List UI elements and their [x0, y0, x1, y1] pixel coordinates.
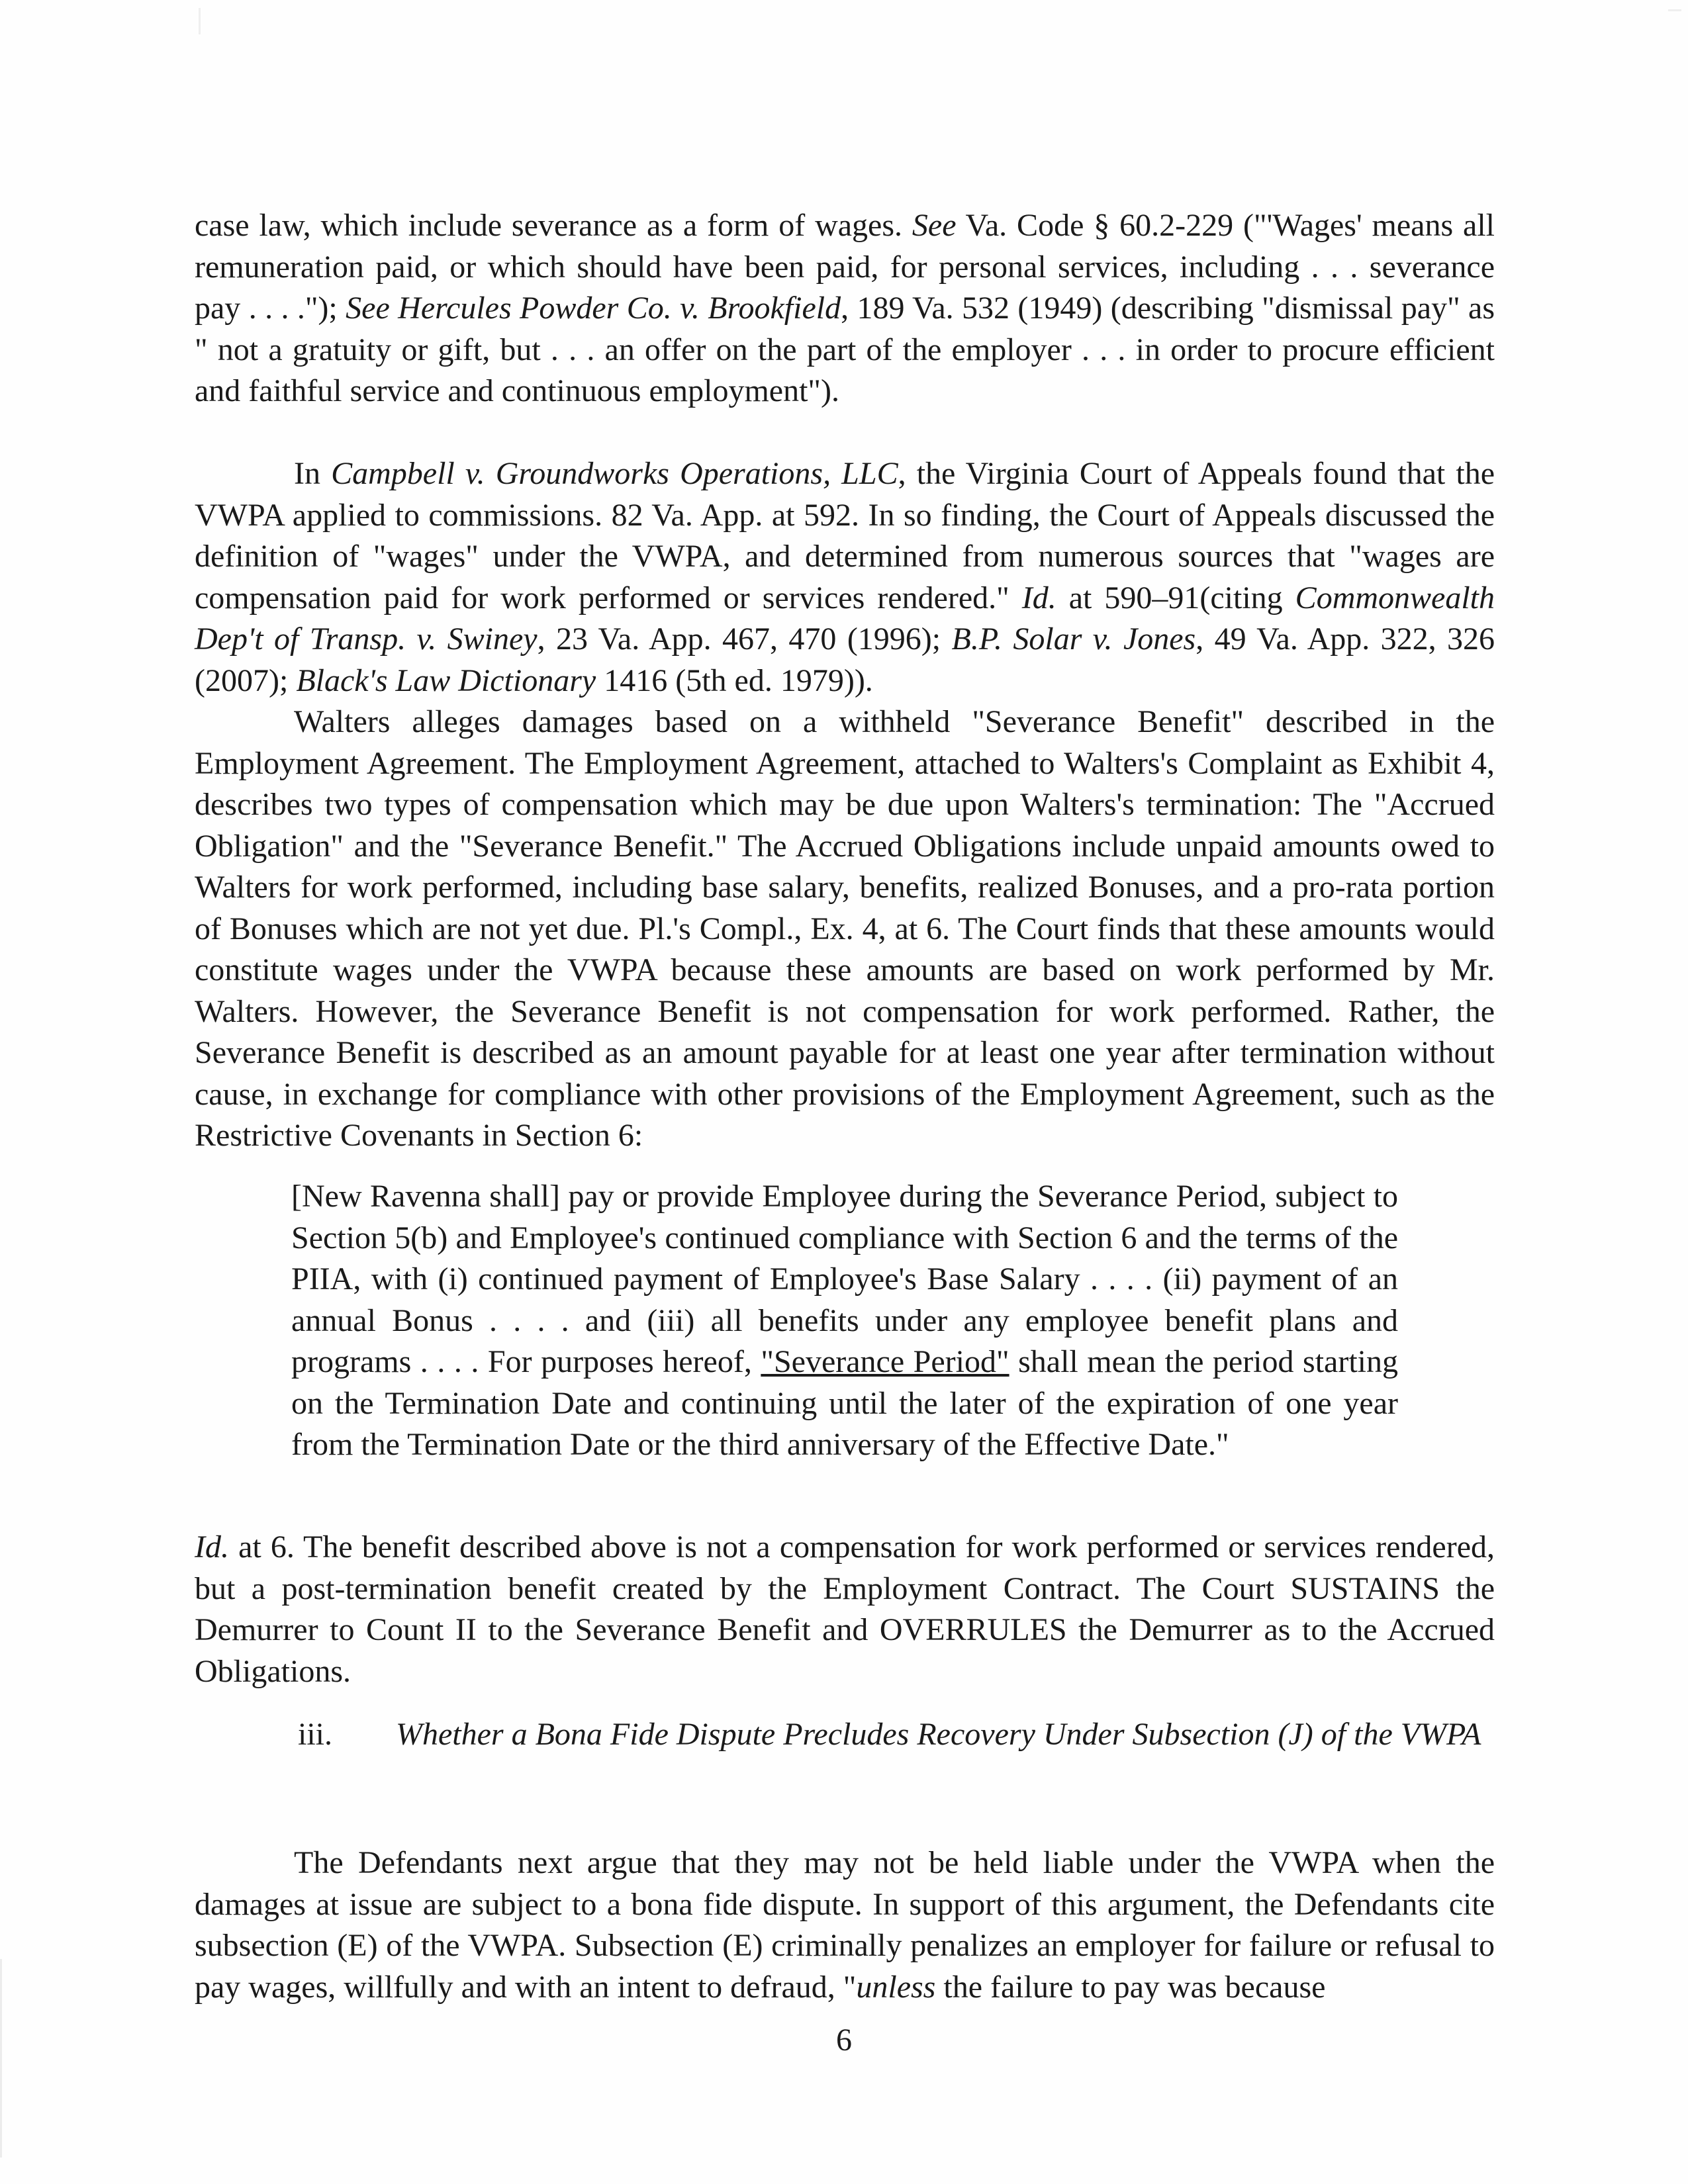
case-citation-bp-solar: B.P. Solar v. Jones	[951, 621, 1196, 657]
paragraph-severance-case-law	[195, 205, 1495, 412]
text-run: , the Virginia Court of Appeals found that the VWPA applied to commissions. 82 Va. App. at 592. In so finding, the Court of Appeals discussed the definition of "wages" under the VWPA, and determined from numerous sources that "wages are compensation paid for work performed or services rendered."	[195, 456, 1495, 615]
text-run: at 6. The benefit described above is not a compensation for work performed or services rendered, but a post-termination benefit created by the Employment Contract. The Court SUSTAINS the Demurrer to Count II to the Severance Benefit and OVERRULES the Demurrer as to the Accrued Obligations.	[195, 1529, 1495, 1689]
heading-title: Whether a Bona Fide Dispute Precludes Recovery Under Subsection (J) of the VWPA	[396, 1717, 1481, 1752]
text-run: , 49 Va. App. 322, 326 (2007);	[195, 621, 1495, 698]
citation-blacks-law: Black's Law Dictionary	[296, 662, 596, 698]
paragraph-walters-damages: Walters alleges damages based on a withheld "Severance Benefit" described in the Employment Agreement. The Employment Agreement, attached to Walters's Complaint as Exhibit 4, describes two types of compensation which may be due upon Walters's termination: The "Accrued Obligation" and the "Severance Benefit." The Accrued Obligations include unpaid amounts owed to Walters for work performed, including base salary, benefits, realized Bonuses, and a pro-rata portion of Bonuses which are not yet due. Pl.'s Compl., Ex. 4, at 6. The Court finds that these amounts would constitute wages under the VWPA because these amounts are based on work performed by Mr. Walters. However, the Severance Benefit is not compensation for work performed. Rather, the Severance Benefit is described as an amount payable for at least one year after termination without cause, in exchange for compliance with other provisions of the Employment Agreement, such as the Restrictive Covenants in Section 6:	[195, 704, 1495, 1153]
text-run: , 23 Va. App. 467, 470 (1996);	[537, 621, 952, 657]
text-run: 1416 (5th ed. 1979)).	[596, 662, 873, 698]
text-run: case law, which include severance as a form of wages.	[195, 208, 912, 243]
text-run: In	[294, 456, 332, 491]
defined-term-severance-period: "Severance Period"	[761, 1344, 1009, 1379]
page-number: 6	[836, 2023, 852, 2058]
heading-number: iii.	[298, 1717, 333, 1752]
text-run: at 590–91(citing	[1056, 580, 1295, 615]
text-run: [New Ravenna shall] pay or provide Employee during the Severance Period, subject to Section 5(b) and Employee's continued compliance with Section 6 and the terms of the PIIA, with (i) continued payment of Employee's Base Salary . . . . (ii) payment of an annual Bonus . . . . and (iii) all benefits under any employee benefit plans and programs . . . . For purposes hereof,	[291, 1179, 1398, 1379]
scan-artifact	[199, 8, 201, 34]
case-citation-hercules: See Hercules Powder Co. v. Brookfield	[346, 291, 841, 326]
signal-id: Id.	[195, 1529, 229, 1565]
text-run: The Defendants next argue that they may not be held liable under the VWPA when the damages at issue are subject to a bona fide dispute. In support of this argument, the Defendants cite subsection (E) of the VWPA. Subsection (E) criminally penalizes an employer for failure or refusal to pay wages, willfully and with an intent to defraud, "	[195, 1845, 1495, 2005]
signal-id: Id.	[1021, 580, 1056, 615]
text-run: the failure to pay was because	[935, 1969, 1326, 2005]
paragraph-bona-fide-dispute	[195, 1843, 1495, 2008]
scan-artifact	[1668, 9, 1681, 11]
signal-see: See	[912, 208, 957, 243]
paragraph-campbell	[195, 453, 1495, 702]
block-quote-severance	[291, 1176, 1398, 1466]
text-run: , 189 Va. 532 (1949) (describing "dismissal pay" as " not a gratuity or gift, but . . . an offer on the part of the employer . . . in order to procure efficient and faithful service and continuous employment").	[195, 291, 1495, 408]
scan-artifact	[0, 1959, 2, 2158]
text-run: shall mean the period starting on the Termination Date and continuing until the later of the expiration of one year from the Termination Date or the third anniversary of the Effective Date."	[291, 1344, 1399, 1462]
paragraph-court-ruling	[195, 1527, 1495, 1692]
emphasis-unless: unless	[856, 1969, 936, 2005]
case-citation-campbell: Campbell v. Groundworks Operations, LLC	[331, 456, 898, 491]
text-run: Va. Code § 60.2-229 ("'Wages' means all remuneration paid, or which should have been paid, for personal services, including . . . severance pay . . . .");	[195, 208, 1495, 326]
case-citation-swiney: Commonwealth Dep't of Transp. v. Swiney	[195, 580, 1495, 657]
